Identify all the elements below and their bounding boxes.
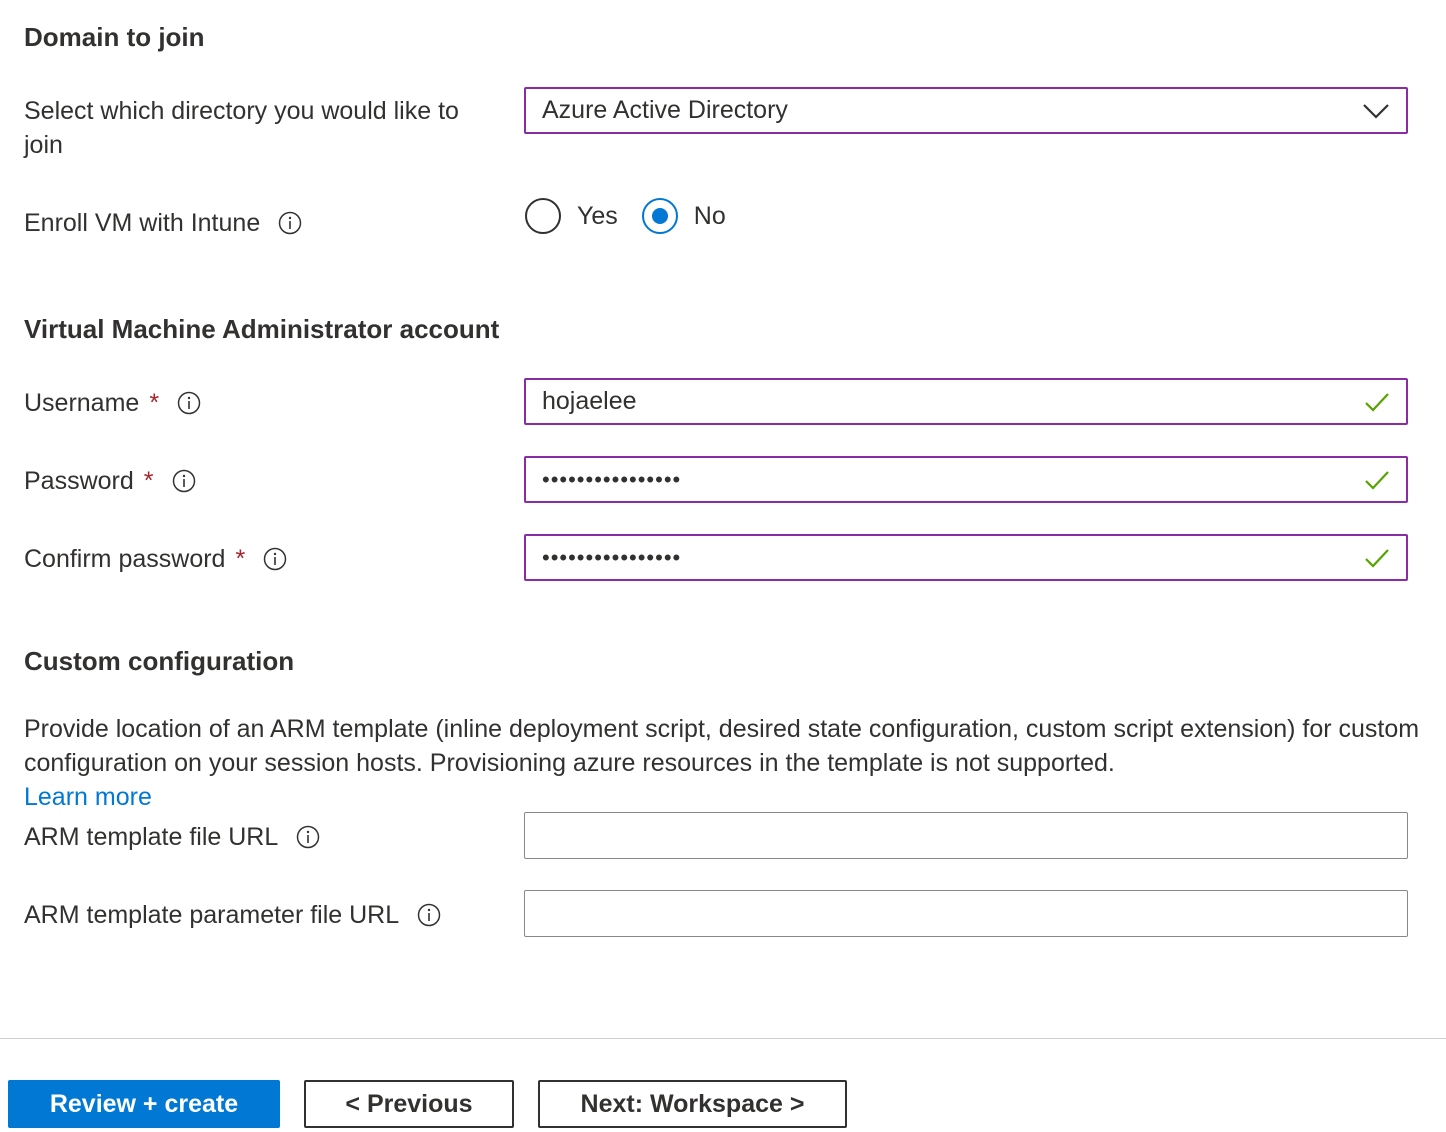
checkmark-icon <box>1364 467 1390 493</box>
intune-radio-group <box>525 198 726 234</box>
section-title-custom: Custom configuration <box>24 646 295 676</box>
password-label: Password <box>24 467 134 495</box>
intune-option-yes-label: Yes <box>577 201 618 230</box>
checkmark-icon <box>1364 545 1390 571</box>
section-title-admin: Virtual Machine Administrator account <box>24 314 500 344</box>
intune-option-no-label: No <box>693 201 726 230</box>
info-icon[interactable] <box>177 391 201 415</box>
intune-radio-yes[interactable] <box>525 198 561 234</box>
password-input[interactable] <box>524 456 1408 503</box>
confirm-password-input[interactable] <box>524 534 1408 581</box>
confirm-password-value: •••••••••••••••• <box>542 544 682 570</box>
username-label-row <box>24 386 201 420</box>
username-input[interactable] <box>524 378 1408 425</box>
required-asterisk: * <box>143 467 154 495</box>
footer-divider <box>0 1038 1446 1039</box>
required-asterisk: * <box>149 389 160 417</box>
chevron-down-icon <box>1362 102 1390 120</box>
custom-description-text: Provide location of an ARM template (inline deployment script, desired state configuration, custom script extension) for custom configuration on your session hosts. Provisioning azure resources in the template is not supported. <box>24 715 1420 777</box>
next-workspace-button[interactable]: Next: Workspace > <box>538 1080 847 1128</box>
required-asterisk: * <box>235 545 246 573</box>
custom-config-description <box>24 712 1424 814</box>
learn-more-link[interactable]: Learn more <box>24 783 152 811</box>
arm-param-url-input[interactable] <box>524 890 1408 937</box>
intune-radio-no[interactable] <box>642 198 678 234</box>
radio-selected-dot <box>652 208 668 224</box>
review-create-button[interactable]: Review + create <box>8 1080 280 1128</box>
intune-label-row <box>24 206 302 240</box>
info-icon[interactable] <box>417 903 441 927</box>
intune-label: Enroll VM with Intune <box>24 209 261 237</box>
arm-template-url-input[interactable] <box>524 812 1408 859</box>
password-value: •••••••••••••••• <box>542 466 682 492</box>
password-label-row <box>24 464 196 498</box>
info-icon[interactable] <box>278 211 302 235</box>
info-icon[interactable] <box>296 825 320 849</box>
username-value: hojaelee <box>542 387 637 415</box>
arm-template-label: ARM template file URL <box>24 823 279 851</box>
previous-button[interactable]: < Previous <box>304 1080 514 1128</box>
info-icon[interactable] <box>263 547 287 571</box>
info-icon[interactable] <box>172 469 196 493</box>
domain-select-label: Select which directory you would like to join <box>24 97 459 159</box>
arm-param-label: ARM template parameter file URL <box>24 901 400 929</box>
domain-select-dropdown[interactable] <box>524 87 1408 134</box>
checkmark-icon <box>1364 389 1390 415</box>
arm-template-label-row <box>24 820 320 854</box>
confirm-password-label: Confirm password <box>24 545 226 573</box>
username-label: Username <box>24 389 140 417</box>
arm-param-label-row <box>24 898 441 932</box>
domain-select-value: Azure Active Directory <box>542 96 788 124</box>
section-title-domain: Domain to join <box>24 22 205 52</box>
confirm-password-label-row <box>24 542 287 576</box>
